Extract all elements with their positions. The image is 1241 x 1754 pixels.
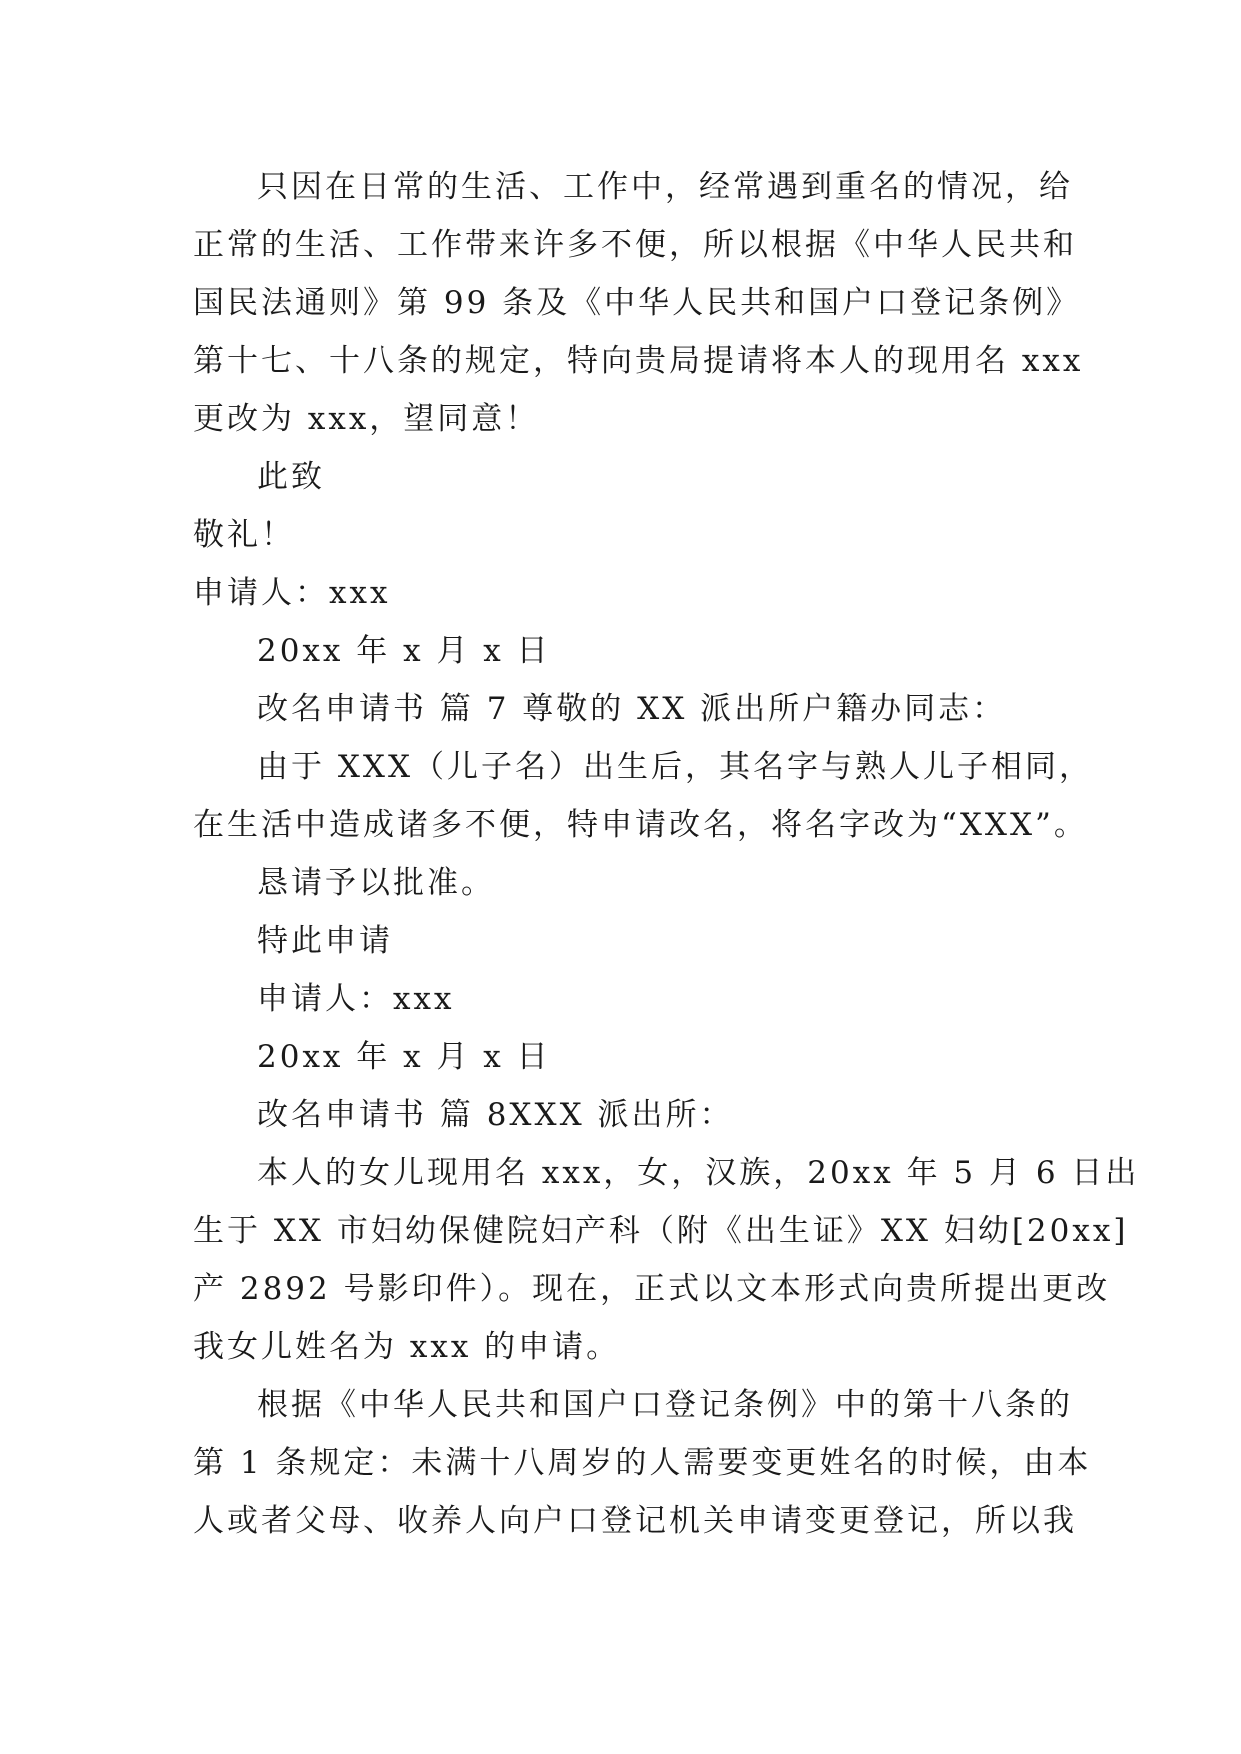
paragraph-line: 根据《中华人民共和国户口登记条例》中的第十八条的 (257, 1387, 1073, 1423)
section-heading: 改名申请书 篇 7 尊敬的 XX 派出所户籍办同志： (257, 691, 1007, 727)
paragraph-line: 第十七、十八条的规定，特向贵局提请将本人的现用名 xxx (193, 343, 1084, 379)
salutation-line: 敬礼！ (193, 517, 295, 553)
document-body (193, 158, 1140, 1550)
paragraph-line: 我女儿姓名为 xxx 的申请。 (193, 1329, 621, 1365)
paragraph-line: 本人的女儿现用名 xxx，女，汉族，20xx 年 5 月 6 日出 (257, 1155, 1140, 1191)
paragraph-line: 只因在日常的生活、工作中，经常遇到重名的情况，给 (257, 169, 1073, 205)
date-line: 20xx 年 x 月 x 日 (257, 1039, 551, 1075)
paragraph-line: 由于 XXX（儿子名）出生后，其名字与熟人儿子相同， (257, 749, 1094, 785)
applicant-line: 申请人：xxx (193, 575, 391, 611)
paragraph-line: 正常的生活、工作带来许多不便，所以根据《中华人民共和 (193, 227, 1077, 263)
paragraph-line: 生于 XX 市妇幼保健院妇产科（附《出生证》XX 妇幼[20xx] (193, 1213, 1129, 1249)
paragraph-line: 第 1 条规定：未满十八周岁的人需要变更姓名的时候，由本 (193, 1445, 1092, 1481)
paragraph-line: 更改为 xxx，望同意！ (193, 401, 540, 437)
applicant-line: 申请人：xxx (257, 981, 455, 1017)
paragraph-line: 恳请予以批准。 (257, 865, 495, 901)
paragraph-line: 产 2892 号影印件）。现在，正式以文本形式向贵所提出更改 (193, 1271, 1111, 1307)
closing-line: 此致 (257, 459, 325, 495)
paragraph-line: 人或者父母、收养人向户口登记机关申请变更登记，所以我 (193, 1503, 1077, 1539)
paragraph-line: 在生活中造成诸多不便，特申请改名，将名字改为“XXX”。 (193, 807, 1088, 843)
closing-line: 特此申请 (257, 923, 393, 959)
paragraph-line: 国民法通则》第 99 条及《中华人民共和国户口登记条例》 (193, 285, 1081, 321)
date-line: 20xx 年 x 月 x 日 (257, 633, 551, 669)
section-heading: 改名申请书 篇 8XXX 派出所： (257, 1097, 734, 1133)
